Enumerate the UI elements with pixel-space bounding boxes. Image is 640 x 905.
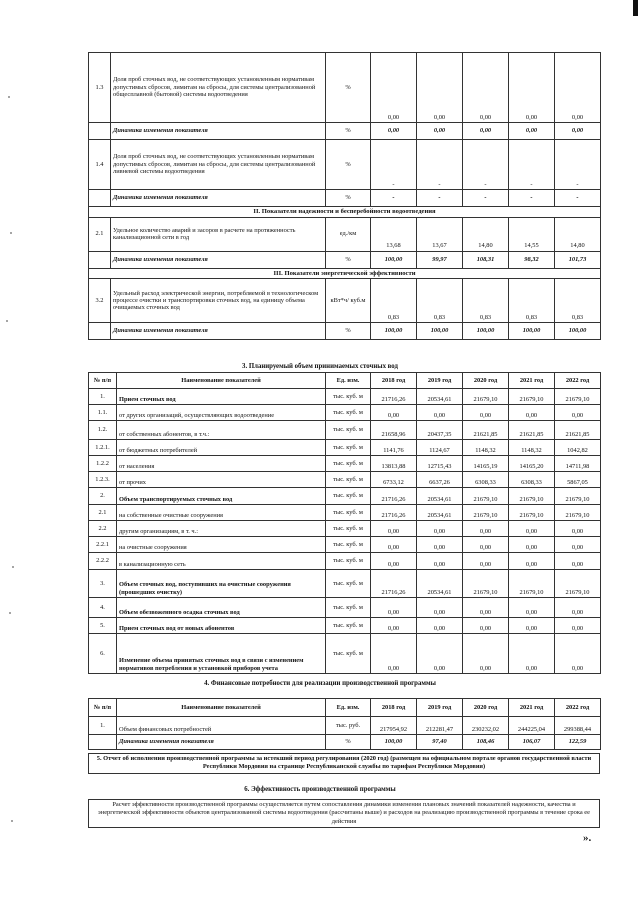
value-cell: 21679,10 [555,505,601,521]
row-name: Динамика изменения показателя [111,251,326,268]
column-header: 2018 год [371,699,417,717]
value-cell: 0,00 [371,618,417,634]
value-cell: 21679,10 [463,570,509,598]
column-header: 2018 год [371,373,417,389]
value-cell: 0,00 [371,521,417,537]
value-cell: 0,00 [509,634,555,674]
table-header-row [89,699,601,717]
table-row [89,634,601,674]
row-unit: тыс. куб. м [326,618,371,634]
row-number: 1.4 [89,140,111,190]
column-header: Ед. изм. [326,699,371,717]
row-number [89,735,117,750]
scan-speck [8,96,10,98]
value-cell: 1148,32 [463,440,509,456]
row-number [89,251,111,268]
value-cell: 14165,19 [463,456,509,472]
row-name: Динамика изменения показателя [111,190,326,207]
row-number: 1. [89,717,117,735]
row-name: Доля проб сточных вод, не соответствующих установленным нормативам допустимых сбросов, лимитам на сбросы, для системы централизованной общесплавной (бытовой) системы водоотведения [111,53,326,123]
row-name: от собственных абонентов, в т.ч.: [117,421,326,440]
value-cell: 5867,05 [555,472,601,488]
row-unit: тыс. куб. м [326,472,371,488]
value-cell: 0,00 [463,521,509,537]
value-cell: 0,00 [417,598,463,618]
scan-speck [12,566,14,568]
row-name: Объем финансовых потребностей [117,717,326,735]
row-unit: % [326,251,371,268]
row-unit: тыс. куб. м [326,405,371,421]
value-cell: 0,83 [417,279,463,323]
row-number [89,123,111,140]
scan-speck [11,820,13,822]
value-cell: 20534,61 [417,570,463,598]
value-cell: 108,31 [463,251,509,268]
row-unit: % [326,123,371,140]
row-unit: тыс. куб. м [326,570,371,598]
row-unit: тыс. руб. [326,717,371,735]
dynamics-row [89,735,601,750]
section-title: II. Показатели надежности и бесперебойности водоотведения [89,207,601,218]
row-number: 2. [89,488,117,505]
value-cell: 212281,47 [417,717,463,735]
section-2-title-row [89,207,601,218]
row-name: в канализационную сеть [117,553,326,570]
column-header: № п/п [89,373,117,389]
value-cell: 106,07 [509,735,555,750]
value-cell: 0,00 [509,521,555,537]
value-cell: 20534,61 [417,505,463,521]
section-3-heading: 3. Планируемый объем принимаемых сточных вод [242,363,398,370]
value-cell: 0,00 [417,521,463,537]
value-cell: 12715,43 [417,456,463,472]
value-cell: 0,00 [555,553,601,570]
table-row [89,537,601,553]
row-number: 2.1 [89,217,111,251]
value-cell: - [509,190,555,207]
value-cell: 6733,12 [371,472,417,488]
value-cell: 244225,04 [509,717,555,735]
row-number [89,190,111,207]
value-cell: 6637,26 [417,472,463,488]
row-unit: тыс. куб. м [326,440,371,456]
value-cell: 14165,20 [509,456,555,472]
table-row [89,279,601,323]
value-cell: 13,67 [417,217,463,251]
value-cell: 0,00 [371,53,417,123]
value-cell: 0,00 [555,598,601,618]
value-cell: 0,00 [509,618,555,634]
value-cell: 21716,26 [371,570,417,598]
value-cell: 0,00 [555,521,601,537]
value-cell: - [509,140,555,190]
row-unit: тыс. куб. м [326,553,371,570]
row-unit: % [326,323,371,340]
value-cell: - [463,140,509,190]
section-4-heading: 4. Финансовые потребности для реализации производственной программы [204,680,436,687]
column-header: Наименование показателей [117,699,326,717]
value-cell: 0,00 [463,537,509,553]
row-name: на очистные сооружения [117,537,326,553]
value-cell: 98,32 [509,251,555,268]
table-row [89,472,601,488]
value-cell: - [555,190,601,207]
row-number: 3. [89,570,117,598]
row-number: 1.2. [89,421,117,440]
value-cell: 0,00 [417,537,463,553]
value-cell: 0,00 [371,598,417,618]
row-number: 2.2 [89,521,117,537]
value-cell: 21716,26 [371,505,417,521]
value-cell: 21716,26 [371,389,417,405]
table-row [89,140,601,190]
row-number: 4. [89,598,117,618]
row-unit: тыс. куб. м [326,389,371,405]
value-cell: 21679,10 [555,389,601,405]
column-header: 2022 год [555,699,601,717]
value-cell: 0,83 [509,279,555,323]
scan-speck [6,320,8,322]
value-cell: - [417,140,463,190]
value-cell: 0,00 [463,598,509,618]
row-name: Динамика изменения показателя [111,323,326,340]
indicators-table [88,52,601,340]
row-unit: кВт*ч/ куб.м [326,279,371,323]
value-cell: 13,68 [371,217,417,251]
value-cell: 0,00 [371,123,417,140]
value-cell: 299388,44 [555,717,601,735]
value-cell: 122,59 [555,735,601,750]
value-cell: 21679,10 [509,505,555,521]
row-unit: % [326,190,371,207]
value-cell: 0,00 [555,123,601,140]
row-name: Доля проб сточных вод, не соответствующих установленным нормативам допустимых сбросов, лимитам на сбросы, для системы централизованной ливневой системы водоотведения [111,140,326,190]
row-unit: тыс. куб. м [326,505,371,521]
row-number [89,323,111,340]
value-cell: 0,00 [371,553,417,570]
value-cell: 14,80 [463,217,509,251]
value-cell: 1141,76 [371,440,417,456]
value-cell: 100,00 [555,323,601,340]
table-row [89,217,601,251]
row-name: от других организаций, осуществляющих водоотведение [117,405,326,421]
closing-quote: ». [583,832,592,844]
value-cell: 0,00 [371,634,417,674]
value-cell: 13813,88 [371,456,417,472]
column-header: Ед. изм. [326,373,371,389]
column-header: 2022 год [555,373,601,389]
value-cell: 100,00 [371,323,417,340]
row-unit: тыс. куб. м [326,521,371,537]
row-name: от прочих [117,472,326,488]
value-cell: 21679,10 [463,505,509,521]
section-5-report: 5. Отчет об исполнении производственной программы за истекший период регулирования (2020 год) (размещен на официальном портале органов государственной власти Республики Мордовия на странице Республиканской службы по тарифам Республики Мордовия) [88,753,600,774]
dynamics-row [89,123,601,140]
value-cell: 0,00 [555,634,601,674]
row-name: Динамика изменения показателя [117,735,326,750]
section-3-title-row [89,268,601,279]
value-cell: 21679,10 [509,570,555,598]
row-unit: % [326,735,371,750]
value-cell: 21679,10 [555,488,601,505]
value-cell: 21679,10 [509,389,555,405]
row-number: 1.3 [89,53,111,123]
section-6-text: Расчет эффективности производственной программы осуществляется путем сопоставления динамики изменения плановых значений показателей надежности, качества и энергетической эффективности объектов централизованной системы водоотведения (рассчитаны выше) и расходов на реализацию производственной программы в течение срока ее действия [88,799,600,828]
table-row [89,521,601,537]
column-header: 2021 год [509,699,555,717]
value-cell: 0,83 [555,279,601,323]
table-row [89,389,601,405]
value-cell: 0,00 [555,53,601,123]
column-header: № п/п [89,699,117,717]
value-cell: 100,00 [509,323,555,340]
value-cell: 21679,10 [509,488,555,505]
value-cell: 21658,96 [371,421,417,440]
section-title: III. Показатели энергетической эффективности [89,268,601,279]
value-cell: 0,00 [555,405,601,421]
value-cell: 0,00 [509,53,555,123]
table-row [89,598,601,618]
value-cell: 20534,61 [417,389,463,405]
column-header: 2020 год [463,699,509,717]
value-cell: - [371,190,417,207]
column-header: 2019 год [417,699,463,717]
row-name: Динамика изменения показателя [111,123,326,140]
row-unit: % [326,53,371,123]
row-number: 2.2.2 [89,553,117,570]
value-cell: 21679,10 [463,389,509,405]
table-row [89,440,601,456]
row-name: Объем транспортируемых сточных вод [117,488,326,505]
row-name: от населения [117,456,326,472]
row-name: Объем сточных вод, поступивших на очистные сооружения (прошедших очистку) [117,570,326,598]
row-number: 3.2 [89,279,111,323]
value-cell: 0,00 [417,618,463,634]
section-6-heading: 6. Эффективность производственной программы [244,786,396,793]
value-cell: 230232,02 [463,717,509,735]
value-cell: 100,00 [371,735,417,750]
value-cell: 0,00 [555,537,601,553]
row-unit: тыс. куб. м [326,456,371,472]
row-name: на собственные очистные сооружения [117,505,326,521]
value-cell: 14711,98 [555,456,601,472]
row-number: 1.1. [89,405,117,421]
value-cell: 0,00 [463,123,509,140]
value-cell: 0,83 [371,279,417,323]
value-cell: - [371,140,417,190]
row-unit: ед./км [326,217,371,251]
row-unit: тыс. куб. м [326,537,371,553]
column-header: Наименование показателей [117,373,326,389]
table-header-row [89,373,601,389]
value-cell: 0,00 [555,618,601,634]
value-cell: 108,46 [463,735,509,750]
value-cell: 0,00 [417,53,463,123]
table-row [89,488,601,505]
column-header: 2021 год [509,373,555,389]
value-cell: 100,00 [371,251,417,268]
value-cell: 0,00 [463,553,509,570]
value-cell: 6308,33 [509,472,555,488]
row-name: Изменение объема принятых сточных вод в связи с изменением нормативов потребления и установкой приборов учета [117,634,326,674]
value-cell: 14,80 [555,217,601,251]
row-number: 1.2.3. [89,472,117,488]
value-cell: 1148,32 [509,440,555,456]
row-number: 2.1 [89,505,117,521]
value-cell: - [555,140,601,190]
value-cell: 0,00 [509,553,555,570]
row-name: Удельный расход электрической энергии, потребляемой в технологическом процессе очистки и транспортировки сточных вод, на единицу объема очищаемых сточных вод [111,279,326,323]
row-name: Прием сточных вод [117,389,326,405]
value-cell: 101,73 [555,251,601,268]
value-cell: - [417,190,463,207]
value-cell: 0,00 [509,123,555,140]
dynamics-row [89,323,601,340]
value-cell: 217954,92 [371,717,417,735]
value-cell: 14,55 [509,217,555,251]
value-cell: 0,00 [417,553,463,570]
scan-speck [10,232,12,234]
value-cell: 0,00 [463,618,509,634]
value-cell: 100,00 [417,323,463,340]
value-cell: 0,83 [463,279,509,323]
scan-speck [9,612,11,614]
row-number: 6. [89,634,117,674]
column-header: 2020 год [463,373,509,389]
value-cell: 97,40 [417,735,463,750]
value-cell: 100,00 [463,323,509,340]
row-name: Объем обезвоженного осадка сточных вод [117,598,326,618]
row-unit: тыс. куб. м [326,598,371,618]
value-cell: 0,00 [463,53,509,123]
table-row [89,456,601,472]
row-name: Прием сточных вод от новых абонентов [117,618,326,634]
dynamics-row [89,190,601,207]
table-row [89,53,601,123]
row-name: Удельное количество аварий и засоров в расчете на протяженность канализационной сети в год [111,217,326,251]
value-cell: 99,97 [417,251,463,268]
value-cell: 21621,85 [509,421,555,440]
table-row [89,717,601,735]
row-name: от бюджетных потребителей [117,440,326,456]
value-cell: 21679,10 [555,570,601,598]
row-unit: тыс. куб. м [326,488,371,505]
row-unit: тыс. куб. м [326,634,371,674]
row-name: другим организациям, в т. ч.: [117,521,326,537]
table-row [89,505,601,521]
value-cell: 21716,26 [371,488,417,505]
row-unit: тыс. куб. м [326,421,371,440]
column-header: 2019 год [417,373,463,389]
row-number: 1.2.2 [89,456,117,472]
value-cell: 0,00 [509,598,555,618]
row-unit: % [326,140,371,190]
row-number: 1.2.1. [89,440,117,456]
value-cell: 21621,85 [463,421,509,440]
table-row [89,618,601,634]
value-cell: 20437,35 [417,421,463,440]
value-cell: 1124,67 [417,440,463,456]
value-cell: 0,00 [509,405,555,421]
value-cell: 20534,61 [417,488,463,505]
value-cell: 21679,10 [463,488,509,505]
value-cell: 1042,82 [555,440,601,456]
table-row [89,570,601,598]
value-cell: 0,00 [417,634,463,674]
value-cell: 21621,85 [555,421,601,440]
value-cell: 0,00 [371,405,417,421]
table-row [89,553,601,570]
table-row [89,405,601,421]
value-cell: 0,00 [417,405,463,421]
row-number: 5. [89,618,117,634]
row-number: 2.2.1 [89,537,117,553]
value-cell: 6308,33 [463,472,509,488]
value-cell: 0,00 [371,537,417,553]
table-row [89,421,601,440]
dynamics-row [89,251,601,268]
wastewater-volume-table [88,372,601,674]
value-cell: - [463,190,509,207]
value-cell: 0,00 [463,634,509,674]
value-cell: 0,00 [509,537,555,553]
row-number: 1. [89,389,117,405]
financial-needs-table [88,698,601,750]
page-corner-mark [633,0,638,16]
value-cell: 0,00 [463,405,509,421]
value-cell: 0,00 [417,123,463,140]
